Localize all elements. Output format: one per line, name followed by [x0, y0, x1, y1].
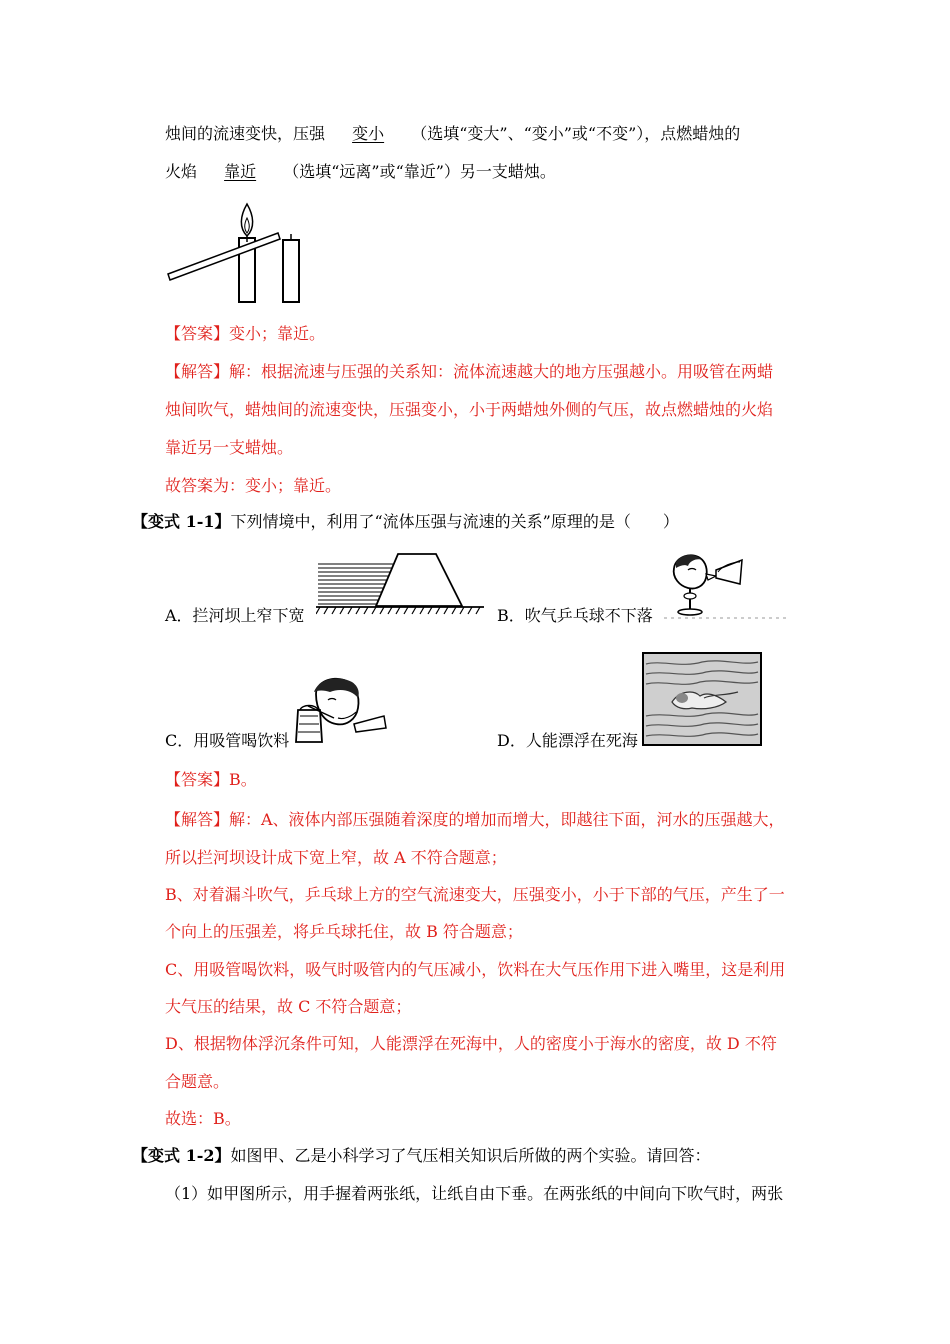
candles-figure [160, 196, 310, 308]
analysis-line: 【解答】解：A、液体内部压强随着深度的增加而增大，即越往下面，河水的压强越大， [165, 810, 785, 829]
answer-line: 【答案】变小；靠近。 [165, 324, 326, 343]
analysis-line: 烛间吹气，蜡烛间的流速变快，压强变小，小于两蜡烛外侧的气压，故点燃蜡烛的火焰 [165, 400, 774, 419]
question-tag: 【变式 1-2】 [132, 1146, 231, 1165]
question-tag: 【变式 1-1】 [132, 512, 231, 531]
dead-sea-photo [642, 652, 764, 746]
answer-line: 【答案】B。 [165, 770, 257, 789]
final-answer-line: 故选：B。 [165, 1109, 241, 1128]
option-b: B．吹气乒乓球不下落 [497, 606, 653, 625]
stem-text: 下列情境中，利用了“流体压强与流速的关系”原理的是（ ） [230, 512, 679, 531]
question-text-line [165, 124, 740, 144]
question-stem [132, 1146, 711, 1166]
final-answer-line: 故答案为：变小；靠近。 [165, 476, 342, 495]
analysis-line: 个向上的压强差，将乒乓球托住，故 B 符合题意； [165, 922, 523, 941]
option-c: C．用吸管喝饮料 [165, 731, 290, 750]
option-a: A．拦河坝上窄下宽 [165, 606, 305, 625]
fill-blank: 靠近 [224, 162, 257, 181]
analysis-line: 所以拦河坝设计成下宽上窄，故 A 不符合题意； [165, 848, 507, 867]
ping-pong-figure [660, 548, 790, 624]
analysis-line: B、对着漏斗吹气，乒乓球上方的空气流速变大，压强变小，小于下部的气压，产生了一 [165, 885, 785, 904]
analysis-line: 合题意。 [165, 1072, 230, 1091]
analysis-line: C、用吸管喝饮料，吸气时吸管内的气压减小，饮料在大气压作用下进入嘴里，这是利用 [165, 960, 786, 979]
question-text-line [165, 162, 556, 182]
analysis-line: D、根据物体浮沉条件可知，人能漂浮在死海中，人的密度小于海水的密度，故 D 不符 [165, 1034, 777, 1053]
text-segment: （选填“变大”、“变小”或“不变”），点燃蜡烛的 [411, 124, 741, 143]
text-segment: 火焰 [165, 162, 198, 181]
option-d: D．人能漂浮在死海 [497, 731, 638, 750]
analysis-line: 靠近另一支蜡烛。 [165, 438, 294, 457]
text-segment: 烛间的流速变快，压强 [165, 124, 326, 143]
stem-text: 如图甲、乙是小科学习了气压相关知识后所做的两个实验。请回答： [230, 1146, 711, 1165]
analysis-line: 大气压的结果，故 C 不符合题意； [165, 997, 412, 1016]
sub-question-line: （1）如甲图所示，用手握着两张纸，让纸自由下垂。在两张纸的中间向下吹气时，两张 [165, 1184, 784, 1203]
text-segment: （选填“远离”或“靠近”）另一支蜡烛。 [283, 162, 556, 181]
dam-figure [316, 552, 484, 622]
question-stem [132, 512, 679, 532]
drinking-straw-figure [294, 676, 388, 746]
analysis-line: 【解答】解：根据流速与压强的关系知：流体流速越大的地方压强越小。用吸管在两蜡 [165, 362, 774, 381]
fill-blank: 变小 [352, 124, 385, 143]
